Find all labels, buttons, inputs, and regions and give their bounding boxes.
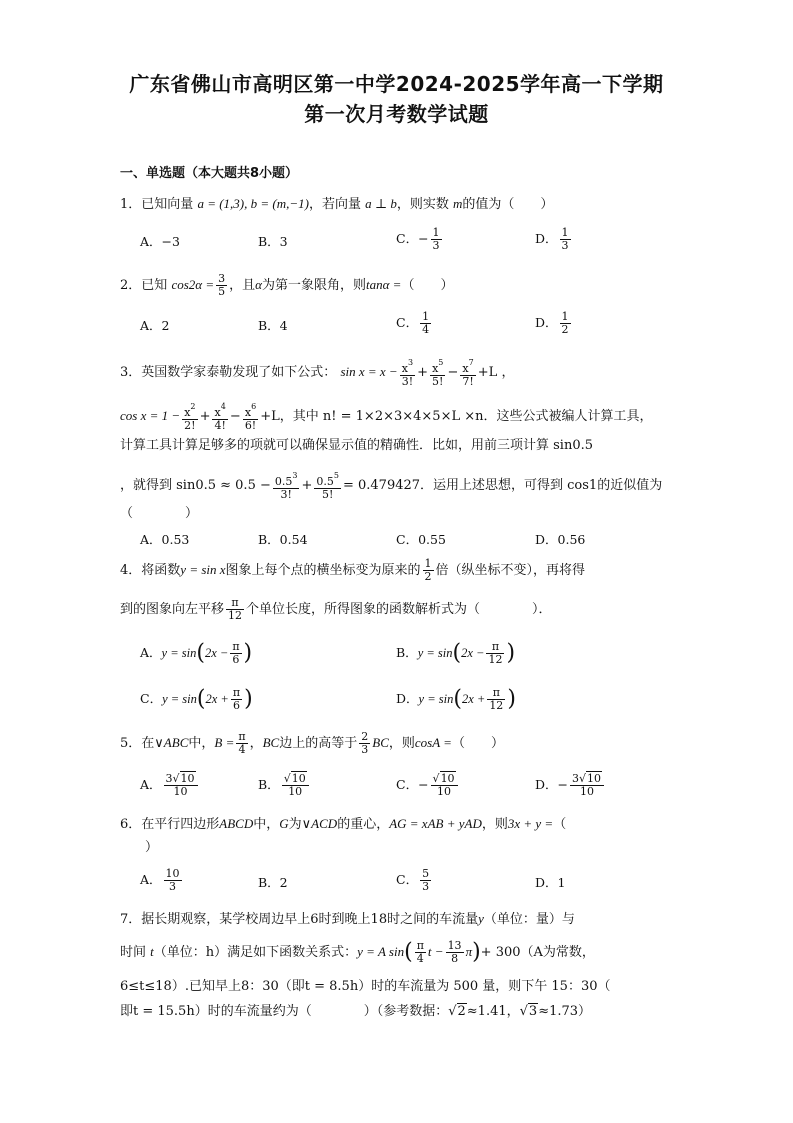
question-3-line-4: ，就得到 sin0.5 ≈ 0.5 − $\frac{0.5^3}{3!}$ + $\frac{0.5^5}{5!}$ = 0.479427．运用上述思想，可得到 cos1的近似值为 xyxy=(120,471,663,501)
question-2: 2．已知 cos2α = $\frac{3}{5}$ ，且α为第一象限角，则tanα =（ ） xyxy=(120,272,454,298)
q1-end: 的值为（ ） xyxy=(462,197,554,212)
q6-option-b: B．2 xyxy=(258,875,288,890)
question-5: 5．在∨ABC中，B = $\frac{\pi}{4}$ ，BC边上的高等于 $\frac{2}{3}$ BC，则cosA =（ ） xyxy=(120,730,504,756)
q1-option-a: A．−3 xyxy=(140,234,180,249)
q1-option-b: B．3 xyxy=(258,234,288,249)
question-1 xyxy=(120,194,553,215)
question-3-line-2: cos x = 1 − $\frac{x^2}{2!}$ + $\frac{x^4}{4!}$ − $\frac{x^6}{6!}$ +L，其中 n! = 1×2×3×4×5×L ×n．这些公式被编人计算工具， xyxy=(120,402,653,432)
q1-pre: 已知向量 xyxy=(141,197,194,212)
question-4-line-1: 4．将函数y = sin x图象上每个点的横坐标变为原来的 $\frac{1}{2}$ 倍（纵坐标不变），再将得 xyxy=(120,557,586,583)
question-7-line-1: 7．据长期观察，某学校周边早上6时到晚上18时之间的车流量y（单位：量）与 xyxy=(120,911,575,927)
question-6-line-2: ） xyxy=(145,840,159,855)
q4-option-d: D．y = sin(2x + $\frac{\pi}{12}$ ) xyxy=(396,686,516,712)
q2-option-a: A．2 xyxy=(140,318,170,333)
q5-option-b: B． $\frac{√10}{10}$ xyxy=(258,773,311,798)
q5-option-c: C．− $\frac{√10}{10}$ xyxy=(396,773,460,798)
q1-var: m xyxy=(453,196,463,211)
question-7-line-2: 时间 t（单位：h）满足如下函数关系式：y = A sin( $\frac{\pi}{4}$ t − $\frac{13}{8}$ π)+ 300（A为常数， xyxy=(120,939,595,965)
q3-option-d: D．0.56 xyxy=(535,532,586,547)
q3-option-c: C．0.55 xyxy=(396,532,446,547)
q1-mid: ，若向量 xyxy=(308,197,361,212)
q4-option-b: B．y = sin(2x − $\frac{\pi}{12}$ ) xyxy=(396,640,516,666)
q5-option-a: A． $\frac{3√10}{10}$ xyxy=(140,773,200,798)
q5-option-d: D．− $\frac{3√10}{10}$ xyxy=(535,773,606,798)
question-7-line-3: 6≤t≤18）.已知早上8：30（即t = 8.5h）时的车流量为 500 量，则下午 15：30（ xyxy=(120,979,611,994)
q6-option-a: A． $\frac{10}{3}$ xyxy=(140,867,180,893)
question-3-line-5: （ ） xyxy=(120,506,199,521)
exam-title-line-2: 第一次月考数学试题 xyxy=(304,102,489,126)
q1-post: ，则实数 xyxy=(396,197,449,212)
q3-option-b: B．0.54 xyxy=(258,532,308,547)
q1-option-c: C．− $\frac{1}{3}$ xyxy=(396,226,440,252)
q1-perp: a ⊥ b xyxy=(365,196,397,211)
q1-option-d: D． $\frac{1}{3}$ xyxy=(535,226,569,252)
q1-vectors: a = (1,3), b = (m,−1) xyxy=(197,196,309,211)
question-3-line-3: 计算工具计算足够多的项就可以确保显示值的精确性．比如，用前三项计算 sin0.5 xyxy=(120,438,594,453)
q2-option-c: C． $\frac{1}{4}$ xyxy=(396,310,430,336)
section-heading: 一、单选题（本大题共8小题） xyxy=(120,166,299,181)
q3-option-a: A．0.53 xyxy=(140,532,190,547)
q2-option-b: B．4 xyxy=(258,318,288,333)
question-3-line-1: 3．英国数学家泰勒发现了如下公式： sin x = x − $\frac{x^3}{3!}$ + $\frac{x^5}{5!}$ − $\frac{x^7}{7!}$ +L ， xyxy=(120,358,515,388)
exam-title-line-1: 广东省佛山市高明区第一中学2024-2025学年高一下学期 xyxy=(129,72,664,96)
question-6-line-1: 6．在平行四边形ABCD中，G为∨ACD的重心，AG = xAB + yAD，则3x + y =（ xyxy=(120,816,567,832)
question-7-line-4: 即t = 15.5h）时的车流量约为（ ）（参考数据：√2≈1.41，√3≈1.73） xyxy=(120,1004,592,1019)
q6-option-c: C． $\frac{5}{3}$ xyxy=(396,867,430,893)
q1-number: 1． xyxy=(120,197,142,212)
q6-option-d: D．1 xyxy=(535,875,566,890)
q2-option-d: D． $\frac{1}{2}$ xyxy=(535,310,569,336)
q4-option-c: C．y = sin(2x + $\frac{\pi}{6}$ ) xyxy=(140,686,253,712)
q4-option-a: A．y = sin(2x − $\frac{\pi}{6}$ ) xyxy=(140,640,253,666)
question-4-line-2: 到的图象向左平移 $\frac{\pi}{12}$ 个单位长度，所得图象的函数解析式为（ ）． xyxy=(120,596,552,622)
